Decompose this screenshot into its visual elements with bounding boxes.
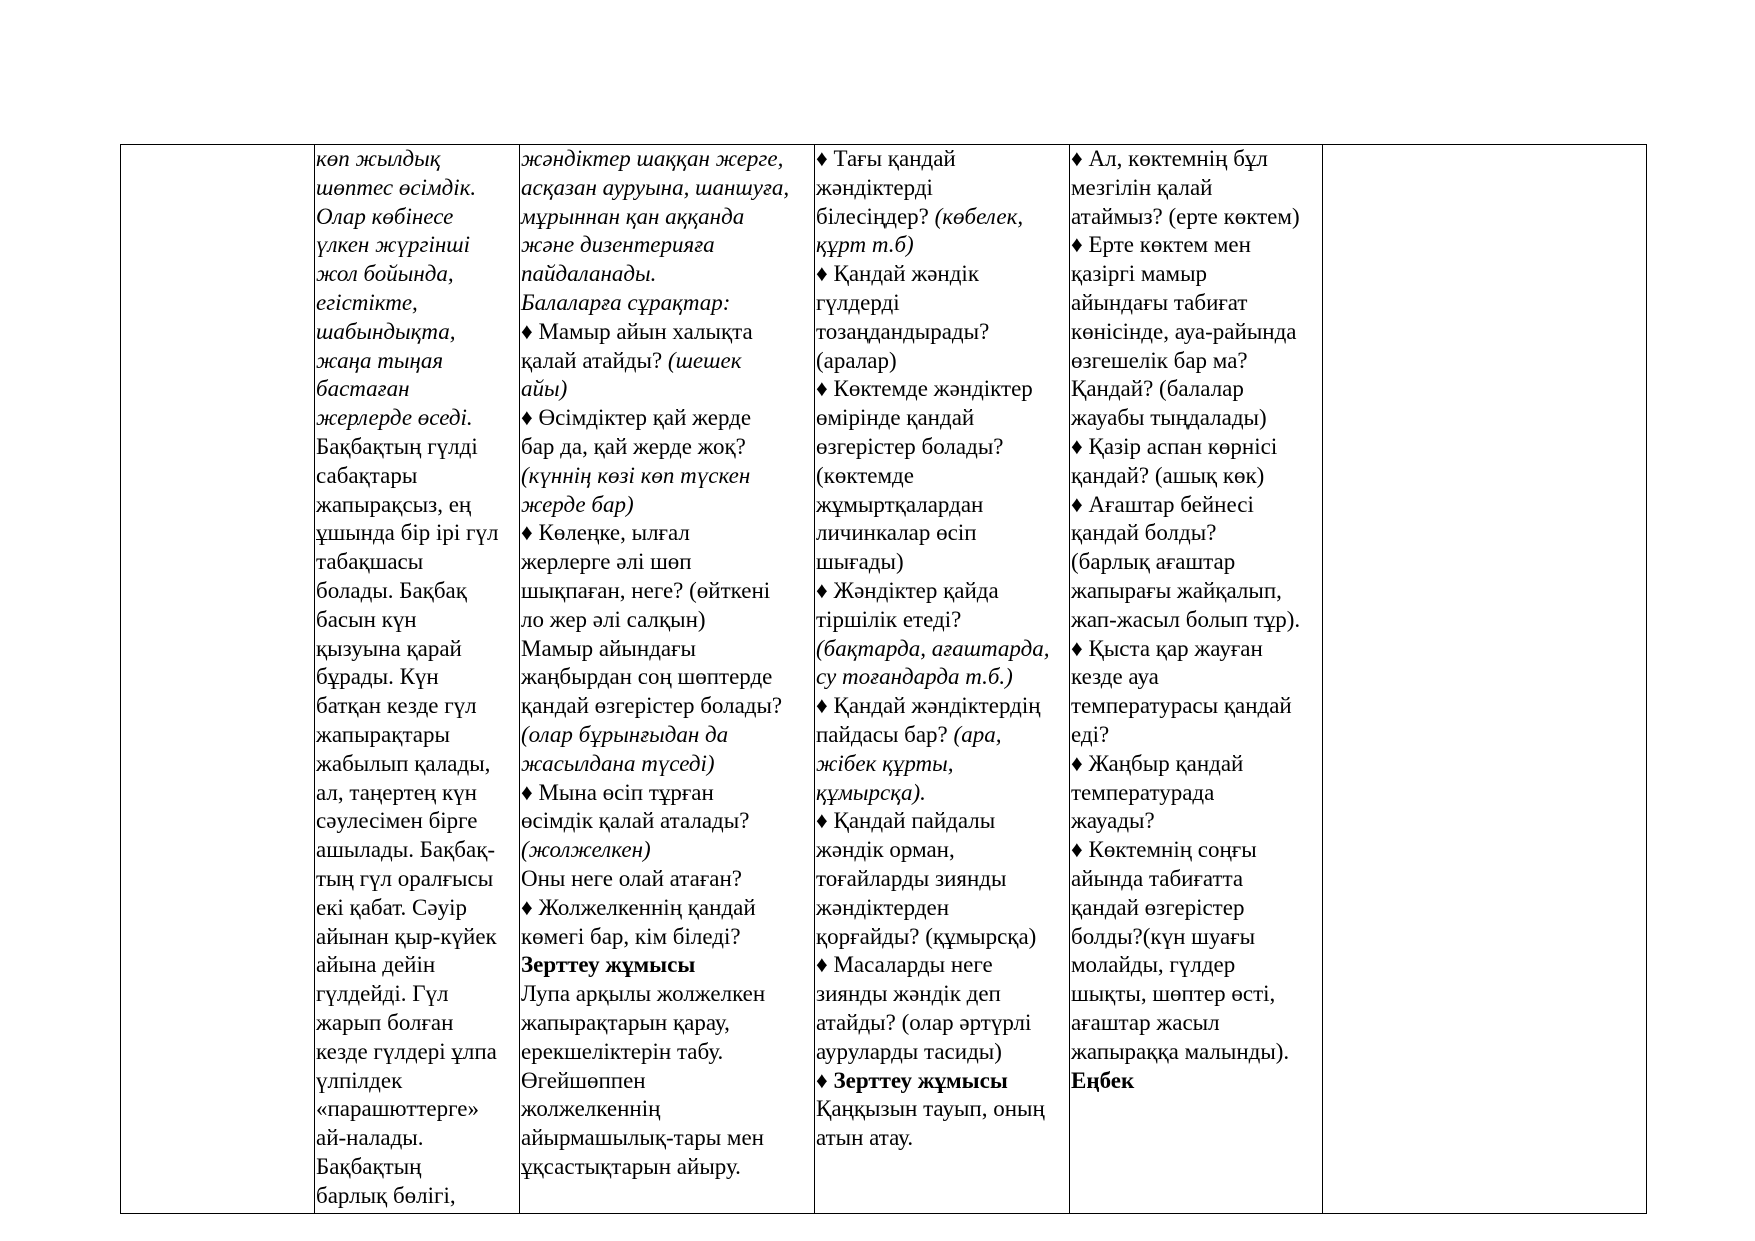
text-segment: тозаңдандырады? (816, 318, 990, 344)
text-segment: айынан қыр-күйек (316, 923, 497, 949)
text-segment: гүлдерді (816, 289, 900, 315)
text-line (521, 894, 812, 923)
text-segment: мұрыннан қан аққанда (521, 203, 745, 229)
text-segment: үлпілдек (316, 1067, 403, 1093)
text-line (1071, 951, 1320, 980)
text-segment: (аралар) (816, 347, 897, 373)
text-line (1071, 145, 1320, 174)
text-segment: жұмыртқалардан (816, 491, 984, 517)
text-line (816, 548, 1067, 577)
text-segment: Оны неге олай атаған? (521, 865, 742, 891)
text-line (816, 894, 1067, 923)
text-segment: құмырсқа). (816, 779, 926, 805)
text-line (316, 923, 517, 952)
text-segment: жәндік орман, (816, 837, 955, 863)
text-line (816, 1124, 1067, 1153)
text-segment: айына дейін (316, 952, 436, 978)
text-line (521, 289, 812, 318)
text-segment: ұшында бір ірі гүл (316, 520, 499, 546)
text-segment: ал, таңертең күн (316, 779, 477, 805)
text-segment: личинкалар өсіп (816, 520, 977, 546)
text-line (1071, 980, 1320, 1009)
text-segment: жерде бар) (521, 491, 634, 517)
text-line (1071, 807, 1320, 836)
text-line (316, 375, 517, 404)
text-line (1071, 491, 1320, 520)
text-segment: көп жылдық (316, 146, 441, 171)
text-line (521, 1095, 812, 1124)
text-line (1071, 231, 1320, 260)
text-segment: Балаларға сұрақтар: (521, 289, 731, 315)
text-segment: бастаған (316, 376, 410, 402)
text-line (1071, 923, 1320, 952)
text-line (316, 1124, 517, 1153)
text-segment: ♦ Қазір аспан көрнісі (1071, 433, 1278, 459)
text-segment: ♦ Қандай пайдалы (816, 808, 996, 834)
text-line (816, 1038, 1067, 1067)
text-segment: ♦ Қыста қар жауған (1071, 635, 1263, 661)
text-line (816, 433, 1067, 462)
text-line (316, 203, 517, 232)
text-line (521, 491, 812, 520)
text-line (1071, 519, 1320, 548)
text-line (316, 663, 517, 692)
text-line (521, 433, 812, 462)
text-segment: егістікте, (316, 289, 418, 315)
text-segment: бар да, қай жерде жоқ? (521, 433, 746, 459)
text-line (1071, 375, 1320, 404)
text-segment: (барлық ағаштар (1071, 549, 1236, 575)
text-segment: ұқсастықтарын айыру. (521, 1153, 741, 1179)
text-segment: қандай өзгерістер (1071, 894, 1245, 920)
text-segment: ♦ Тағы қандай (816, 146, 956, 171)
text-segment: табақшасы (316, 549, 424, 575)
text-line (316, 174, 517, 203)
text-segment: ай-налады. (316, 1125, 424, 1151)
text-segment: атын атау. (816, 1125, 914, 1151)
text-line (816, 231, 1067, 260)
text-line (816, 260, 1067, 289)
text-line (816, 923, 1067, 952)
text-line (816, 145, 1067, 174)
text-segment: жапырақтарын қарау, (521, 1009, 730, 1035)
text-segment: мезгілін қалай (1071, 174, 1213, 200)
text-segment: қандай? (ашық көк) (1071, 462, 1265, 488)
text-segment: болады. Бақбақ (316, 577, 467, 603)
text-line (316, 1009, 517, 1038)
text-segment: сабақтары (316, 462, 418, 488)
text-line (1071, 865, 1320, 894)
text-segment: жолжелкеннің (521, 1096, 661, 1122)
text-line (1071, 750, 1320, 779)
text-line (1071, 404, 1320, 433)
text-segment: құрт т.б) (816, 232, 914, 258)
text-segment: ерекшеліктерін табу. (521, 1038, 724, 1064)
text-line (521, 145, 812, 174)
text-segment: температурасы қандай (1071, 693, 1292, 719)
text-line (816, 1009, 1067, 1038)
text-line (316, 347, 517, 376)
text-line (816, 779, 1067, 808)
text-segment: қалай атайды? (521, 347, 668, 373)
text-line (1071, 635, 1320, 664)
text-line (816, 519, 1067, 548)
text-line (316, 145, 517, 174)
text-line (316, 548, 517, 577)
text-segment: ♦ Көлеңке, ылғал (521, 520, 690, 546)
text-segment: басын күн (316, 606, 417, 632)
table-cell-insects-questions (815, 145, 1070, 1214)
text-line (316, 1038, 517, 1067)
text-segment: қазіргі мамыр (1071, 261, 1208, 287)
text-line (816, 635, 1067, 664)
text-line (1071, 606, 1320, 635)
text-segment: атайды? (олар әртүрлі (816, 1009, 1032, 1035)
text-line (521, 260, 812, 289)
text-line (1071, 721, 1320, 750)
text-segment: жауады? (1071, 808, 1155, 834)
text-segment: айы) (521, 376, 568, 402)
text-segment: сәулесімен бірге (316, 808, 478, 834)
text-segment: зиянды жәндік деп (816, 981, 1001, 1007)
text-segment: ашылады. Бақбақ- (316, 837, 496, 863)
text-segment: қандай болды? (1071, 520, 1217, 546)
text-segment-italic: (көбелек, (934, 203, 1024, 229)
text-line (521, 462, 812, 491)
text-line (1071, 836, 1320, 865)
text-segment: шықты, шөптер өсті, (1071, 981, 1276, 1007)
text-segment: өзгешелік бар ма? (1071, 347, 1248, 373)
text-line (816, 836, 1067, 865)
text-line (521, 779, 812, 808)
text-segment: шығады) (816, 549, 904, 575)
text-line (1071, 548, 1320, 577)
text-segment: жол бойында, (316, 261, 454, 287)
text-line (816, 980, 1067, 1009)
text-line (1071, 318, 1320, 347)
text-line (521, 231, 812, 260)
text-segment: жапырағы жайқалып, (1071, 577, 1282, 603)
text-line (1071, 779, 1320, 808)
text-line (816, 174, 1067, 203)
text-segment-italic: (ара, (953, 721, 1002, 747)
text-line (521, 721, 812, 750)
text-segment: жәндіктер шаққан жерге, (521, 146, 784, 171)
text-line (1071, 174, 1320, 203)
text-segment: тың гүл оралғысы (316, 865, 494, 891)
text-segment: шөптес өсімдік. (316, 174, 477, 200)
text-segment: өзгерістер болады? (816, 433, 1004, 459)
text-line (521, 980, 812, 1009)
text-line (816, 721, 1067, 750)
text-line (521, 1009, 812, 1038)
text-segment: Бақбақтың гүлді (316, 433, 478, 459)
text-line (1071, 462, 1320, 491)
text-line (521, 347, 812, 376)
text-segment: жаңбырдан соң шөптерде (521, 664, 773, 690)
text-segment: (жолжелкен) (521, 837, 651, 863)
text-segment: жерлерде өседі. (316, 405, 473, 431)
text-line (316, 491, 517, 520)
text-line (816, 606, 1067, 635)
text-line (316, 606, 517, 635)
text-line (316, 750, 517, 779)
text-segment: ♦ Зерттеу жұмысы (816, 1067, 1008, 1093)
text-line (316, 577, 517, 606)
text-line (316, 1153, 517, 1182)
text-line (816, 1095, 1067, 1124)
text-segment: ♦ Өсімдіктер қай жерде (521, 405, 752, 431)
text-segment: жібек құрты, (816, 750, 954, 776)
text-segment: үлкен жүргінші (316, 232, 471, 258)
text-line (316, 289, 517, 318)
text-segment: тоғайларды зиянды (816, 865, 1007, 891)
text-line (521, 865, 812, 894)
text-segment: қызуына қарай (316, 635, 462, 661)
text-line (816, 692, 1067, 721)
text-line (816, 462, 1067, 491)
text-segment: «парашюттерге» (316, 1096, 479, 1122)
text-segment: жапырақсыз, ең (316, 491, 472, 517)
text-line (816, 750, 1067, 779)
text-segment: ♦ Ерте көктем мен (1071, 232, 1251, 258)
text-line (816, 663, 1067, 692)
text-segment: айырмашылық-тары мен (521, 1125, 764, 1151)
text-segment: жапыраққа малынды). (1071, 1038, 1290, 1064)
text-line (521, 635, 812, 664)
text-segment: өсімдік қалай аталады? (521, 808, 750, 834)
text-line (1071, 663, 1320, 692)
text-segment: ♦ Масаларды неге (816, 952, 993, 978)
text-line (316, 635, 517, 664)
text-line (521, 548, 812, 577)
text-line (316, 433, 517, 462)
lesson-plan-table (120, 144, 1647, 1214)
text-line (316, 807, 517, 836)
text-segment: ♦ Қандай жәндік (816, 261, 979, 287)
text-segment: болды?(күн шуағы (1071, 923, 1256, 949)
text-segment: пайдаланады. (521, 261, 657, 287)
text-segment: ♦ Мамыр айын халықта (521, 318, 753, 344)
text-line (316, 260, 517, 289)
text-segment: ♦ Жаңбыр қандай (1071, 750, 1244, 776)
text-segment: еді? (1071, 721, 1110, 747)
text-segment: Олар көбінесе (316, 203, 454, 229)
text-line (521, 1038, 812, 1067)
text-line (521, 375, 812, 404)
text-line (316, 1182, 517, 1211)
text-segment: ♦ Ағаштар бейнесі (1071, 491, 1254, 517)
text-segment: Өгейшөппен (521, 1067, 646, 1093)
text-line (521, 923, 812, 952)
text-line (816, 577, 1067, 606)
text-line (816, 491, 1067, 520)
text-segment: Мамыр айындағы (521, 635, 696, 661)
text-segment: (бақтарда, ағаштарда, (816, 635, 1050, 661)
text-line (521, 404, 812, 433)
text-line (316, 779, 517, 808)
text-segment: Қандай? (балалар (1071, 376, 1244, 402)
text-segment: барлық бөлігі, (316, 1182, 456, 1208)
text-segment: жасылдана түседі) (521, 750, 715, 776)
text-line (521, 750, 812, 779)
text-segment: қорғайды? (құмырсқа) (816, 923, 1037, 949)
text-line (521, 1153, 812, 1182)
text-segment: жапырақтары (316, 721, 450, 747)
text-segment: ♦ Жолжелкеннің қандай (521, 894, 756, 920)
text-line (316, 519, 517, 548)
text-line (316, 894, 517, 923)
text-line (316, 721, 517, 750)
text-segment: ♦ Жәндіктер қайда (816, 577, 999, 603)
table-cell-spring-questions (1070, 145, 1323, 1214)
text-line (521, 318, 812, 347)
text-segment: шабындықта, (316, 318, 456, 344)
text-segment: көмегі бар, кім біледі? (521, 923, 741, 949)
text-line (521, 519, 812, 548)
text-segment: жәндіктерден (816, 894, 950, 920)
text-segment: ♦ Ал, көктемнің бұл (1071, 146, 1268, 171)
text-line (521, 951, 812, 980)
text-line (521, 807, 812, 836)
text-line (316, 1095, 517, 1124)
text-line (816, 807, 1067, 836)
text-line (316, 231, 517, 260)
text-segment: айындағы табиғат (1071, 289, 1248, 315)
text-segment: гүлдейді. Гүл (316, 981, 449, 1007)
text-line (521, 692, 812, 721)
text-segment: (олар бұрынғыдан да (521, 721, 729, 747)
text-line (521, 663, 812, 692)
text-line (1071, 433, 1320, 462)
text-segment: қандай өзгерістер болады? (521, 693, 783, 719)
text-line (1071, 577, 1320, 606)
text-line (521, 577, 812, 606)
text-segment: асқазан ауруына, шаншуға, (521, 174, 790, 200)
text-line (316, 462, 517, 491)
text-line (1071, 203, 1320, 232)
text-line (316, 836, 517, 865)
text-segment-italic: (шешек (667, 347, 742, 373)
text-segment: екі қабат. Сәуір (316, 894, 467, 920)
text-segment: пайдасы бар? (816, 721, 954, 747)
text-segment: ағаштар жасыл (1071, 1009, 1220, 1035)
text-line (1071, 289, 1320, 318)
text-line (816, 404, 1067, 433)
table-cell-dandelion-description (315, 145, 520, 1214)
text-segment: ауруларды тасиды) (816, 1038, 1002, 1064)
text-segment: жарып болған (316, 1009, 454, 1035)
text-segment: Қаңқызын тауып, оның (816, 1096, 1045, 1122)
text-segment: молайды, гүлдер (1071, 952, 1236, 978)
text-line (316, 980, 517, 1009)
text-line (521, 606, 812, 635)
text-line (1071, 260, 1320, 289)
text-line (521, 1067, 812, 1096)
text-line (816, 289, 1067, 318)
text-segment: өмірінде қандай (816, 405, 975, 431)
text-segment: кезде гүлдері ұлпа (316, 1038, 497, 1064)
text-segment: жауабы тыңдалады) (1071, 405, 1267, 431)
text-segment: жап-жасыл болып тұр). (1071, 606, 1301, 632)
table-cell-plantain-questions (520, 145, 815, 1214)
text-segment: білесіңдер? (816, 203, 935, 229)
text-line (1071, 1009, 1320, 1038)
text-line (816, 318, 1067, 347)
text-line (521, 174, 812, 203)
text-line (521, 836, 812, 865)
text-line (1071, 347, 1320, 376)
text-segment: Бақбақтың (316, 1153, 422, 1179)
text-line (316, 404, 517, 433)
text-segment: атаймыз? (ерте көктем) (1071, 203, 1300, 229)
text-segment: шықпаған, неге? (өйткені (521, 577, 771, 603)
text-segment: жәндіктерді (816, 174, 933, 200)
text-segment: жаңа тыңая (316, 347, 444, 373)
text-line (1071, 1038, 1320, 1067)
text-line (316, 951, 517, 980)
text-segment: және дизентерияға (521, 232, 715, 258)
text-segment: жерлерге әлі шөп (521, 549, 692, 575)
text-line (816, 375, 1067, 404)
text-segment: Лупа арқылы жолжелкен (521, 981, 766, 1007)
text-line (1071, 692, 1320, 721)
text-line (521, 203, 812, 232)
text-line (521, 1124, 812, 1153)
text-segment: кезде ауа (1071, 664, 1159, 690)
text-line (1071, 1067, 1320, 1096)
text-line (816, 951, 1067, 980)
text-line (316, 692, 517, 721)
table-row (121, 145, 1647, 1214)
text-segment: ♦ Көктемнің соңғы (1071, 837, 1257, 863)
table-cell-empty-left (121, 145, 315, 1214)
text-segment: температурада (1071, 779, 1215, 805)
text-segment: Зерттеу жұмысы (521, 952, 696, 978)
text-line (316, 865, 517, 894)
text-segment: су тоғандарда т.б.) (816, 664, 1013, 690)
text-segment: Еңбек (1071, 1067, 1135, 1093)
text-segment: ло жер әлі салқын) (521, 606, 706, 632)
text-segment: бұрады. Күн (316, 664, 439, 690)
text-segment: ♦ Қандай жәндіктердің (816, 693, 1041, 719)
text-segment: ♦ Мына өсіп тұрған (521, 779, 714, 805)
text-segment: (көктемде (816, 462, 914, 488)
text-line (316, 1067, 517, 1096)
text-segment: ♦ Көктемде жәндіктер (816, 376, 1033, 402)
text-line (1071, 894, 1320, 923)
text-line (816, 203, 1067, 232)
text-segment: айында табиғатта (1071, 865, 1244, 891)
text-line (816, 865, 1067, 894)
text-segment: көнісінде, ауа-райында (1071, 318, 1297, 344)
text-line (816, 1067, 1067, 1096)
table-cell-empty-right (1323, 145, 1647, 1214)
text-segment: тіршілік етеді? (816, 606, 962, 632)
text-line (816, 347, 1067, 376)
text-segment: (күннің көзі көп түскен (521, 462, 751, 488)
text-line (316, 318, 517, 347)
text-segment: жабылып қалады, (316, 750, 491, 776)
text-segment: батқан кезде гүл (316, 693, 477, 719)
